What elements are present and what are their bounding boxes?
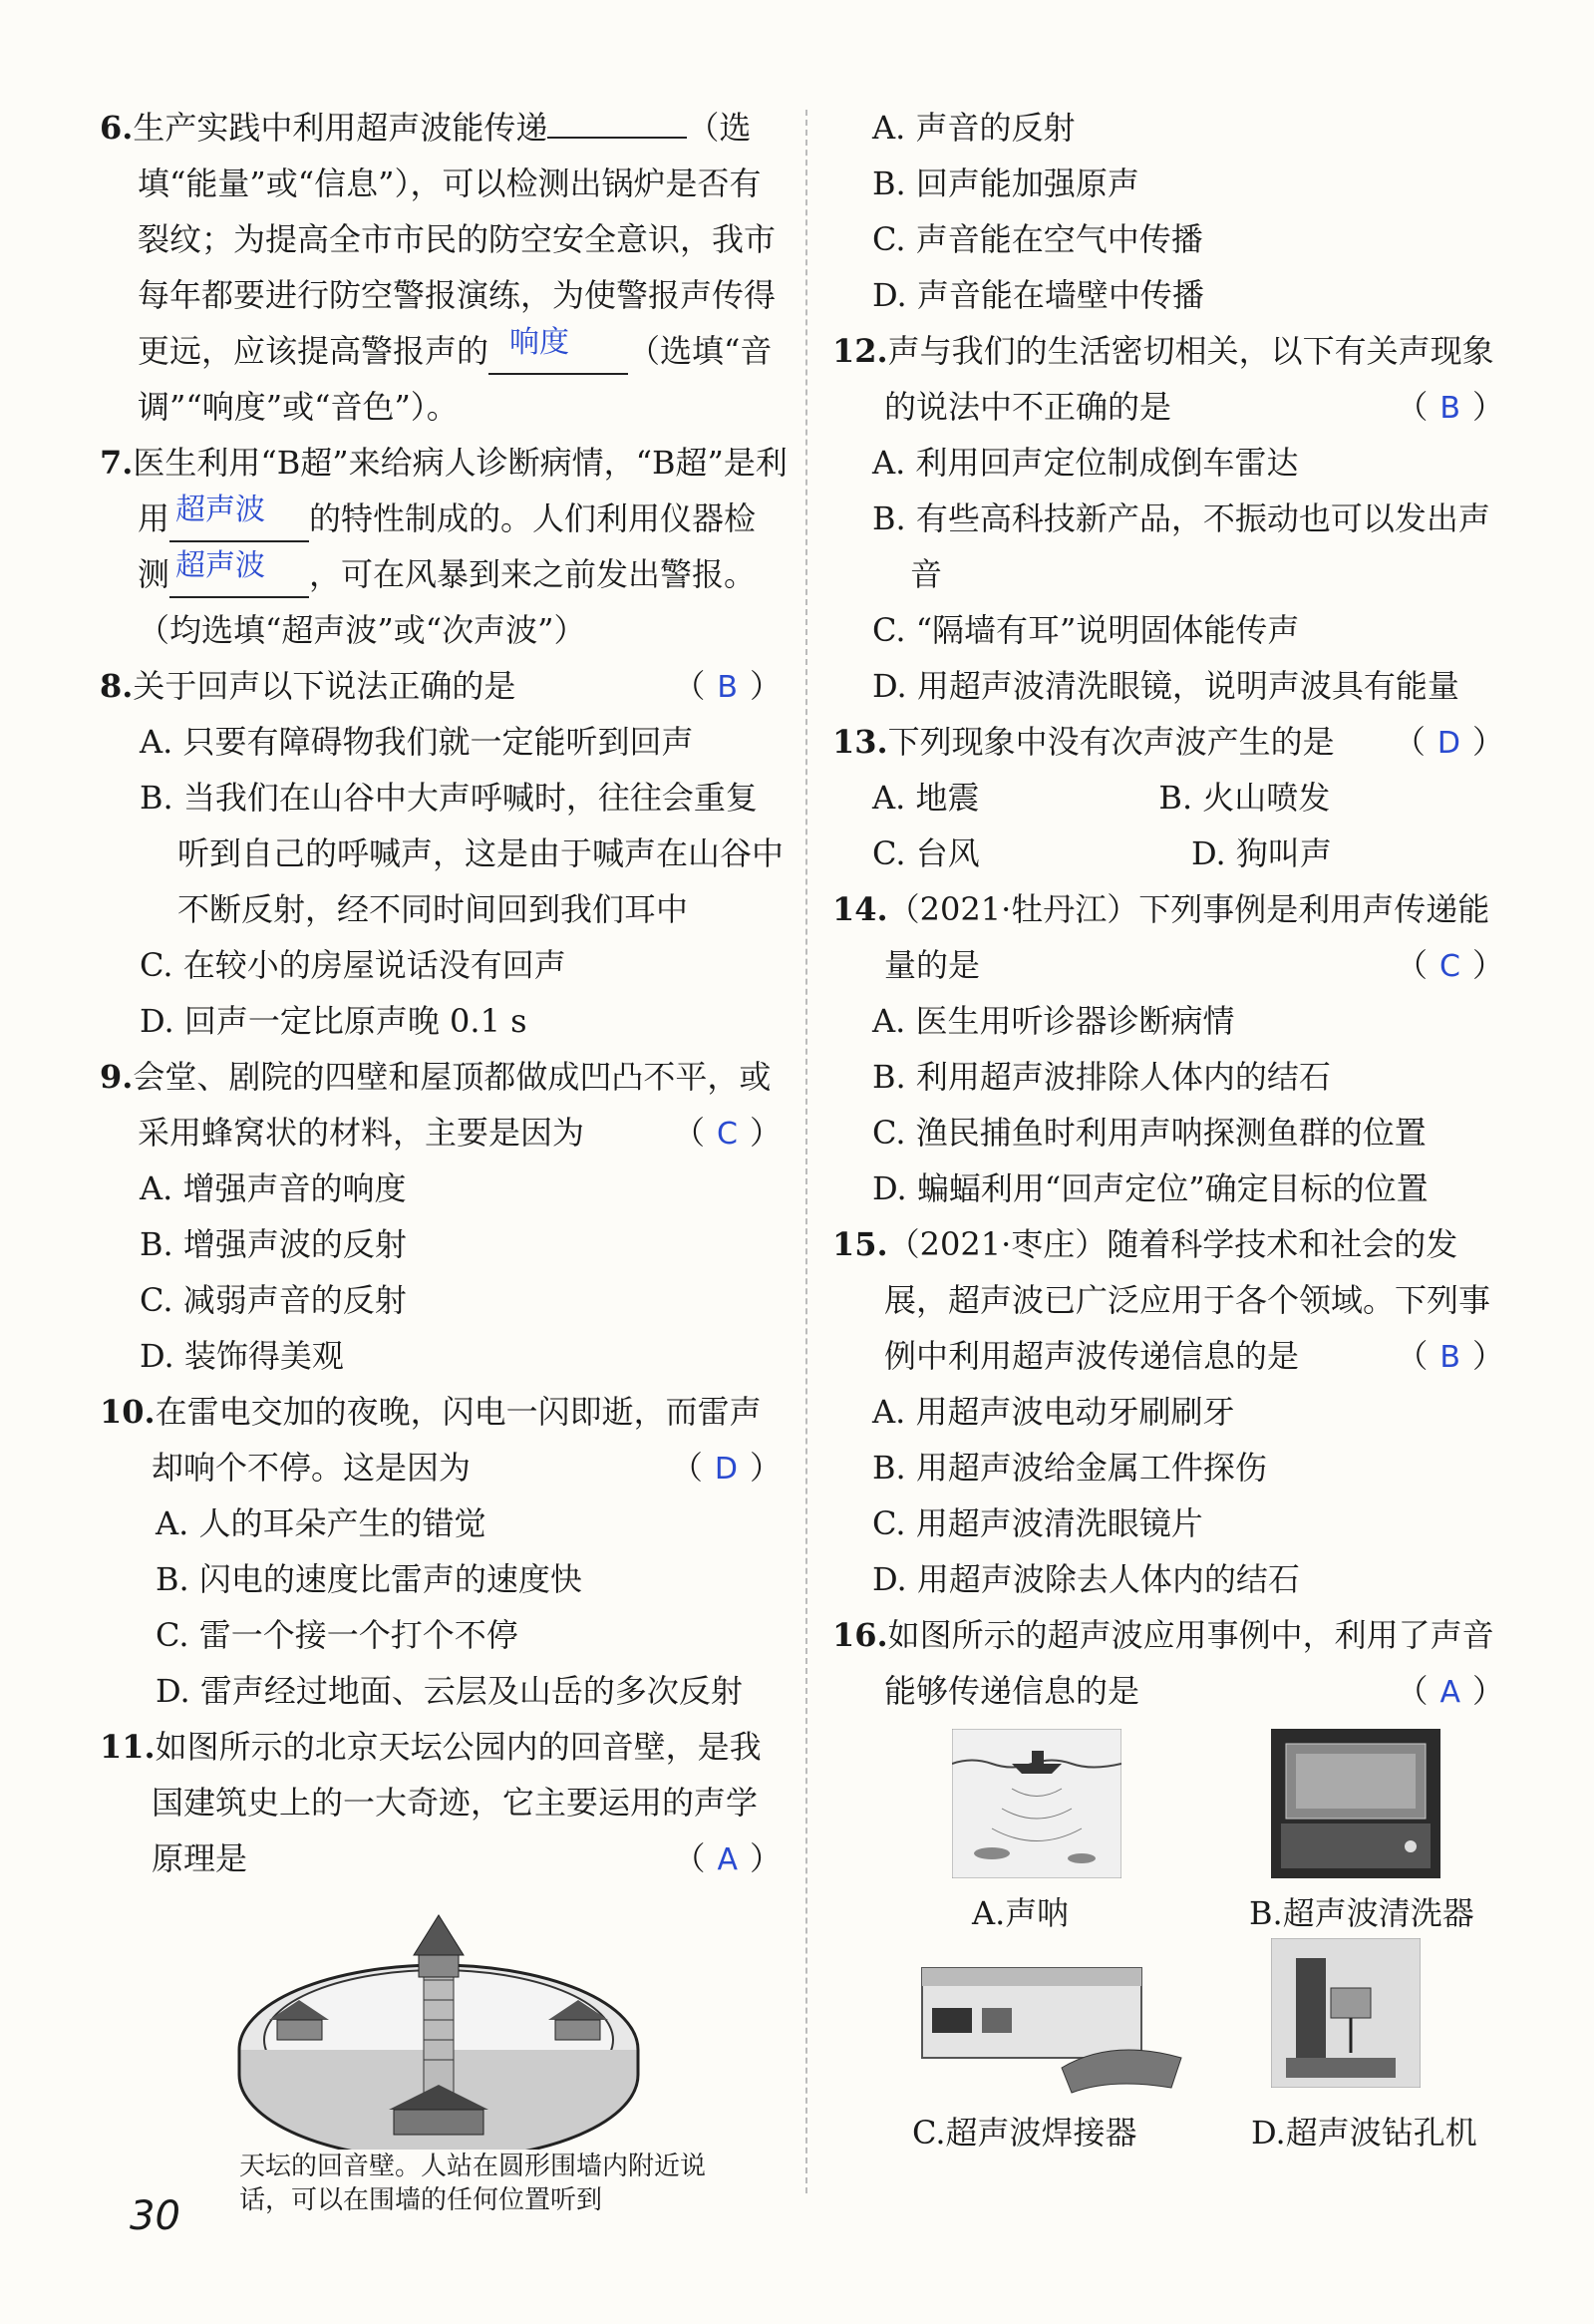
question-number: 14. <box>832 890 888 928</box>
handwritten-answer: 超声波 <box>175 548 266 583</box>
option: A. 医生用听诊器诊断病情 <box>872 1002 1235 1040</box>
question-number: 16. <box>832 1616 888 1654</box>
handwritten-answer: D <box>1436 726 1460 761</box>
option: A. 声音的反射 <box>872 109 1076 147</box>
answer-bracket: （ A ） <box>673 1839 782 1877</box>
handwritten-answer: D <box>714 1452 738 1487</box>
answer-blank <box>488 325 628 375</box>
question-text: 下列现象中没有次声波产生的是 <box>887 723 1335 761</box>
option: B. 当我们在山谷中大声呼喊时，往往会重复听到自己的呼喊声，这是由于喊声在山谷中不断反射，经不同时间回到我们耳中 <box>140 779 785 928</box>
answer-bracket: （ A ） <box>1396 1672 1504 1710</box>
answer-bracket: （ B ） <box>1396 1337 1504 1375</box>
option: A. 地震 <box>872 779 980 817</box>
column-divider <box>805 110 807 2193</box>
question-number: 6. <box>100 109 134 147</box>
question-number: 15. <box>832 1225 888 1263</box>
handwritten-answer: B <box>1439 391 1460 426</box>
answer-bracket: （ B ） <box>673 667 782 705</box>
option: C. 渔民捕鱼时利用声呐探测鱼群的位置 <box>872 1114 1427 1152</box>
question-text: （选填“音调”“响度”或“音色”）。 <box>138 332 773 426</box>
left-column <box>100 100 788 2217</box>
question-16-images <box>832 1729 1510 2158</box>
question-number: 9. <box>100 1058 134 1096</box>
echo-wall-illustration <box>229 1900 648 2150</box>
sonar-image <box>952 1729 1121 1878</box>
handwritten-answer: A <box>717 1842 738 1877</box>
option: C. 雷一个接一个打个不停 <box>156 1616 518 1654</box>
option: D. 雷声经过地面、云层及山岳的多次反射 <box>156 1672 743 1710</box>
option: B. 火山喷发 <box>1158 779 1331 817</box>
image-label: D.超声波钻孔机 <box>1251 2114 1477 2152</box>
answer-bracket: （ B ） <box>1396 388 1504 426</box>
question-text: （2021·牡丹江）下列事例是利用声传递能量的是 <box>884 890 1490 984</box>
ultrasonic-drill-image <box>1271 1938 1421 2088</box>
option: D. 用超声波清洗眼镜，说明声波具有能量 <box>872 667 1459 705</box>
answer-bracket: （ C ） <box>1396 946 1504 984</box>
handwritten-answer: A <box>1439 1675 1460 1710</box>
ultrasonic-cleaner-image <box>1271 1729 1440 1878</box>
question-12 <box>832 323 1510 714</box>
question-text: 在雷电交加的夜晚，闪电一闪即逝，而雷声却响个不停。这是因为 <box>152 1393 762 1487</box>
question-text: 的特性制成的。人们利用仪器检测 <box>138 499 757 593</box>
option: B. 回声能加强原声 <box>872 165 1139 202</box>
echo-wall-figure <box>100 1900 788 2217</box>
option: A. 增强声音的响度 <box>140 1169 407 1207</box>
option: A. 利用回声定位制成倒车雷达 <box>872 444 1299 482</box>
question-text: 生产实践中利用超声波能传递 <box>133 109 548 147</box>
option: B. 有些高科技新产品，不振动也可以发出声音 <box>872 499 1490 593</box>
answer-bracket: （ D ） <box>670 1449 782 1487</box>
question-text: 如图所示的北京天坛公园内的回音壁，是我国建筑史上的一大奇迹，它主要运用的声学原理是 <box>152 1728 762 1877</box>
option: A. 人的耳朵产生的错觉 <box>156 1504 486 1542</box>
image-label: A.声呐 <box>972 1894 1070 1932</box>
question-9 <box>100 1049 788 1384</box>
page-number: 30 <box>130 2193 180 2239</box>
figure-caption: 天坛的回音壁。人站在圆形围墙内附近说话，可以在围墙的任何位置听到 <box>239 2152 707 2215</box>
option: C. 在较小的房屋说话没有回声 <box>140 946 566 984</box>
option-row <box>832 826 1510 881</box>
option: C. 台风 <box>872 834 980 872</box>
handwritten-answer: 响度 <box>509 325 570 360</box>
option: A. 用超声波电动牙刷刷牙 <box>872 1393 1235 1431</box>
question-13 <box>832 714 1510 881</box>
question-text: 声与我们的生活密切相关，以下有关声现象的说法中不正确的是 <box>884 332 1494 426</box>
answer-blank <box>547 137 687 139</box>
question-text: 如图所示的超声波应用事例中，利用了声音能够传递信息的是 <box>884 1616 1494 1710</box>
option: C. 声音能在空气中传播 <box>872 220 1203 258</box>
image-label: B.超声波清洗器 <box>1249 1894 1474 1932</box>
answer-blank <box>169 493 309 542</box>
answer-bracket: （ D ） <box>1393 723 1504 761</box>
image-label: C.超声波焊接器 <box>912 2114 1137 2152</box>
option: B. 闪电的速度比雷声的速度快 <box>156 1560 582 1598</box>
option: C. 减弱声音的反射 <box>140 1281 407 1319</box>
question-11-options <box>832 100 1510 323</box>
question-text: （2021·枣庄）随着科学技术和社会的发展，超声波已广泛应用于各个领域。下列事例中利用超声波传递信息的是 <box>884 1225 1491 1375</box>
option: D. 蝙蝠利用“回声定位”确定目标的位置 <box>872 1169 1429 1207</box>
option: D. 回声一定比原声晚 0.1 s <box>140 1002 527 1040</box>
answer-bracket: （ C ） <box>673 1114 782 1152</box>
answer-blank <box>169 548 309 598</box>
question-16 <box>832 1607 1510 1719</box>
option: D. 声音能在墙壁中传播 <box>872 276 1204 314</box>
question-text: 医生利用“B超”来给病人诊断病情，“B超”是利用 <box>133 444 788 537</box>
question-text: ，可在风暴到来之前发出警报。（均选填“超声波”或“次声波”） <box>138 555 757 649</box>
option: D. 狗叫声 <box>1191 834 1332 872</box>
handwritten-answer: C <box>1439 949 1460 984</box>
ultrasonic-welder-image <box>912 1948 1191 2098</box>
question-10 <box>100 1384 788 1719</box>
handwritten-answer: C <box>717 1117 738 1152</box>
option: C. 用超声波清洗眼镜片 <box>872 1504 1203 1542</box>
question-7 <box>100 435 788 658</box>
question-number: 10. <box>100 1393 156 1431</box>
question-number: 13. <box>832 723 888 761</box>
option: B. 利用超声波排除人体内的结石 <box>872 1058 1331 1096</box>
option: A. 只要有障碍物我们就一定能听到回声 <box>140 723 694 761</box>
option: D. 装饰得美观 <box>140 1337 344 1375</box>
option: C. “隔墙有耳”说明固体能传声 <box>872 611 1300 649</box>
question-text: （选填“能量”或“信息”），可以检测出锅炉是否有裂纹；为提高全市市民的防空安全意识，我市每年都要进行防空警报演练，为使警报声传得更远，应该提高警报声的 <box>138 109 777 370</box>
question-number: 8. <box>100 667 134 705</box>
question-11 <box>100 1719 788 1886</box>
right-column <box>832 100 1510 2158</box>
question-text: 关于回声以下说法正确的是 <box>133 667 516 705</box>
question-14 <box>832 881 1510 1216</box>
option-row <box>832 770 1445 826</box>
handwritten-answer: B <box>717 670 738 705</box>
question-15 <box>832 1216 1510 1607</box>
question-number: 12. <box>832 332 888 370</box>
handwritten-answer: 超声波 <box>175 493 266 527</box>
option: B. 用超声波给金属工件探伤 <box>872 1449 1267 1487</box>
question-number: 11. <box>100 1728 156 1766</box>
question-6 <box>100 100 788 435</box>
question-text: 会堂、剧院的四壁和屋顶都做成凹凸不平，或采用蜂窝状的材料，主要是因为 <box>133 1058 772 1152</box>
question-number: 7. <box>100 444 134 482</box>
handwritten-answer: B <box>1439 1340 1460 1375</box>
question-8 <box>100 658 788 1049</box>
option: B. 增强声波的反射 <box>140 1225 407 1263</box>
option: D. 用超声波除去人体内的结石 <box>872 1560 1300 1598</box>
